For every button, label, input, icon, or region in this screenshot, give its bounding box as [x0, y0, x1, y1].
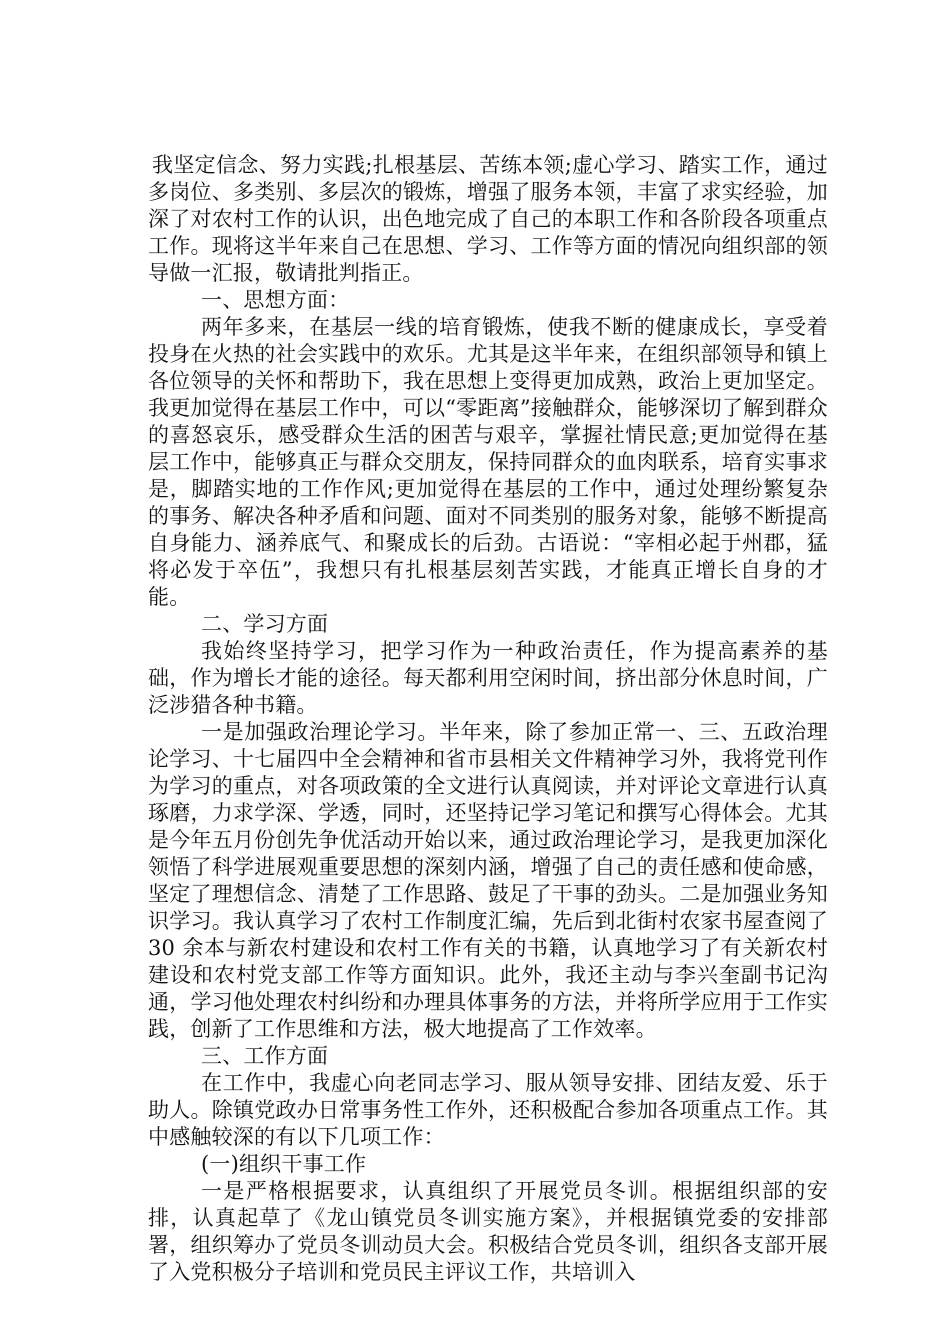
- study-paragraph-2: 一是加强政治理论学习。半年来，除了参加正常一、三、五政治理论学习、十七届四中全会精神和省市县相关文件精神学习外，我将党刊作为学习的重点，对各项政策的全文进行认真阅读，并对评论文章进行认真琢磨，力求学深、学透，同时，还坚持记学习笔记和撰写心得体会。尤其是今年五月份创先争优活动开始以来，通过政治理论学习，是我更加深化领悟了科学进展观重要思想的深刻内涵，增强了自己的责任感和使命感，坚定了理想信念、清楚了工作思路、鼓足了干事的劲头。二是加强业务知识学习。我认真学习了农村工作制度汇编，先后到北街村农家书屋查阅了 30 余本与新农村建设和农村工作有关的书籍，认真地学习了有关新农村建设和农村党支部工作等方面知识。此外，我还主动与李兴奎副书记沟通，学习他处理农村纠纷和办理具体事务的方法，并将所学应用于工作实践，创新了工作思维和方法，极大地提高了工作效率。: [148, 720, 828, 1041]
- thought-paragraph: 两年多来，在基层一线的培育锻炼，使我不断的健康成长，享受着投身在火热的社会实践中的欢乐。尤其是这半年来，在组织部领导和镇上各位领导的关怀和帮助下，我在思想上变得更加成熟，政治上更加坚定。我更加觉得在基层工作中，可以“零距离”接触群众，能够深切了解到群众的喜怒哀乐，感受群众生活的困苦与艰辛，掌握社情民意;更加觉得在基层工作中，能够真正与群众交朋友，保持同群众的血肉联系，培育实事求是，脚踏实地的工作作风;更加觉得在基层的工作中，通过处理纷繁复杂的事务、解决各种矛盾和问题、面对不同类别的服务对象，能够不断提高自身能力、涵养底气、和聚成长的后劲。古语说：“宰相必起于州郡，猛将必发于卒伍”，我想只有扎根基层刻苦实践，才能真正增长自身的才能。: [148, 315, 828, 609]
- intro-paragraph: 我坚定信念、努力实践;扎根基层、苦练本领;虚心学习、踏实工作，通过多岗位、多类别、多层次的锻炼，增强了服务本领，丰富了求实经验，加深了对农村工作的认识，出色地完成了自己的本职工作和各阶段各项重点工作。现将这半年来自己在思想、学习、工作等方面的情况向组织部的领导做一汇报，敬请批判指正。: [148, 153, 828, 285]
- study-paragraph-1: 我始终坚持学习，把学习作为一种政治责任，作为提高素养的基础，作为增长才能的途径。每天都利用空闲时间，挤出部分休息时间，广泛涉猎各种书籍。: [148, 639, 828, 717]
- work-paragraph: 在工作中，我虚心向老同志学习、服从领导安排、团结友爱、乐于助人。除镇党政办日常事务性工作外，还积极配合参加各项重点工作。其中感触较深的有以下几项工作：: [148, 1071, 828, 1149]
- subsection-heading-organization: (一)组织干事工作: [201, 1152, 367, 1176]
- section-heading-study: 二、学习方面: [201, 612, 329, 636]
- section-heading-thought: 一、思想方面：: [201, 288, 350, 312]
- document-body: [148, 152, 828, 1286]
- section-heading-work: 三、工作方面: [201, 1044, 329, 1068]
- organization-paragraph: 一是严格根据要求，认真组织了开展党员冬训。根据组织部的安排，认真起草了《龙山镇党员冬训实施方案》，并根据镇党委的安排部署，组织筹办了党员冬训动员大会。积极结合党员冬训，组织各支部开展了入党积极分子培训和党员民主评议工作，共培训入: [148, 1179, 828, 1284]
